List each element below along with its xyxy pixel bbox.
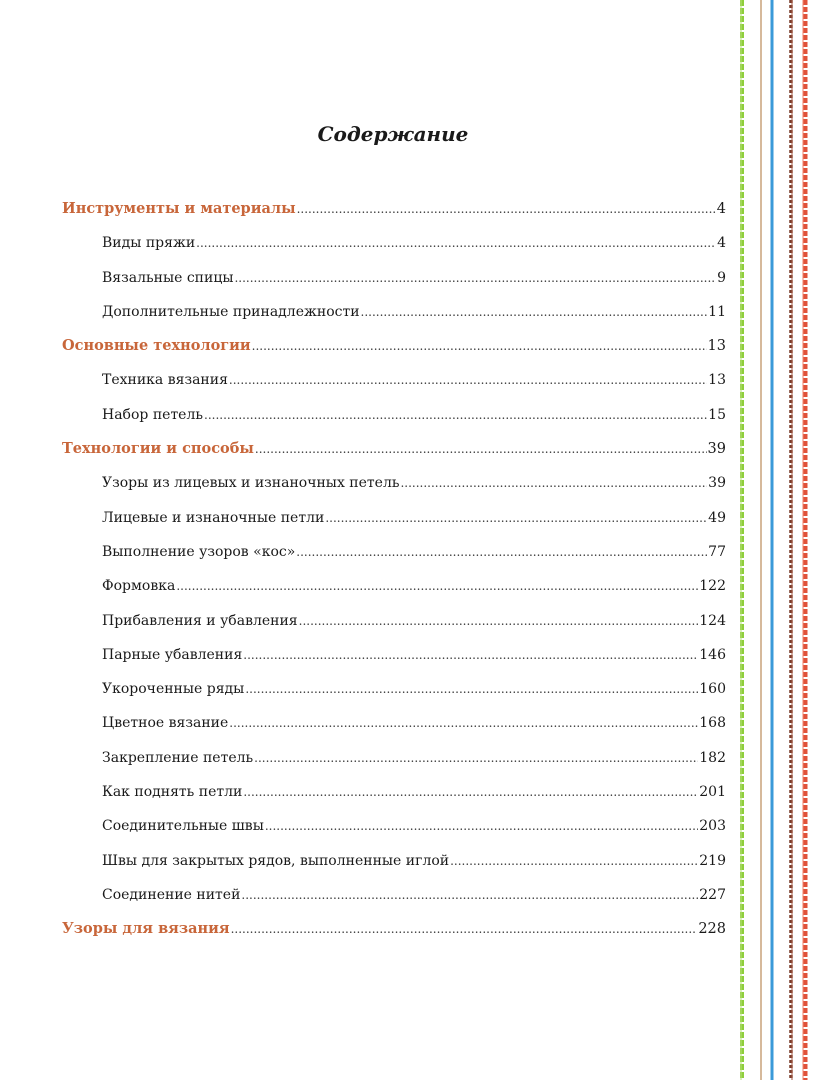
toc-section-entry[interactable] bbox=[62, 329, 726, 363]
toc-leader-dots bbox=[299, 604, 699, 638]
toc-leader-dots bbox=[325, 501, 707, 535]
toc-entry-label: Формовка bbox=[102, 578, 176, 595]
toc-subsection-entry[interactable] bbox=[62, 466, 726, 500]
table-of-contents bbox=[62, 192, 726, 947]
toc-page-number: 49 bbox=[708, 509, 726, 526]
toc-section-entry[interactable] bbox=[62, 192, 726, 226]
toc-subsection-entry[interactable] bbox=[62, 706, 726, 740]
toc-section-entry[interactable] bbox=[62, 912, 726, 946]
toc-leader-dots bbox=[255, 432, 707, 466]
toc-subsection-entry[interactable] bbox=[62, 226, 726, 260]
toc-leader-dots bbox=[196, 226, 716, 260]
toc-leader-dots bbox=[234, 261, 716, 295]
toc-subsection-entry[interactable] bbox=[62, 501, 726, 535]
toc-page-number: 122 bbox=[699, 578, 726, 595]
toc-entry-label: Швы для закрытых рядов, выполненные иглой bbox=[102, 852, 450, 869]
toc-subsection-entry[interactable] bbox=[62, 878, 726, 912]
toc-page-number: 4 bbox=[716, 201, 726, 217]
toc-entry-label: Укороченные ряды bbox=[102, 681, 245, 698]
toc-entry-label: Парные убавления bbox=[102, 646, 243, 663]
toc-page-number: 146 bbox=[699, 646, 726, 663]
toc-entry-label: Вязальные спицы bbox=[102, 269, 234, 286]
toc-entry-label: Соединение нитей bbox=[102, 886, 241, 903]
toc-leader-dots bbox=[243, 638, 698, 672]
page-title: Содержание bbox=[317, 122, 469, 146]
toc-leader-dots bbox=[252, 329, 707, 363]
toc-entry-label: Лицевые и изнаночные петли bbox=[102, 509, 325, 526]
toc-leader-dots bbox=[229, 363, 707, 397]
toc-entry-label: Узоры из лицевых и изнаночных петель bbox=[102, 475, 400, 492]
toc-subsection-entry[interactable] bbox=[62, 295, 726, 329]
toc-subsection-entry[interactable] bbox=[62, 535, 726, 569]
toc-page-number: 15 bbox=[708, 406, 726, 423]
toc-entry-label: Соединительные швы bbox=[102, 818, 264, 835]
toc-page-number: 77 bbox=[708, 543, 726, 560]
toc-page-number: 219 bbox=[699, 852, 726, 869]
toc-subsection-entry[interactable] bbox=[62, 569, 726, 603]
toc-leader-dots bbox=[296, 535, 707, 569]
toc-subsection-entry[interactable] bbox=[62, 363, 726, 397]
toc-entry-label: Виды пряжи bbox=[102, 235, 196, 252]
toc-entry-label: Основные технологии bbox=[62, 337, 251, 355]
yarn-threads-decoration bbox=[736, 0, 824, 1080]
toc-page-number: 9 bbox=[717, 269, 726, 286]
toc-entry-label: Цветное вязание bbox=[102, 715, 229, 732]
toc-leader-dots bbox=[297, 192, 716, 226]
toc-leader-dots bbox=[204, 398, 707, 432]
toc-leader-dots bbox=[241, 878, 698, 912]
toc-page-number: 201 bbox=[699, 784, 726, 801]
toc-subsection-entry[interactable] bbox=[62, 672, 726, 706]
toc-page-number: 182 bbox=[699, 749, 726, 766]
toc-page-number: 4 bbox=[717, 235, 726, 252]
toc-page-number: 228 bbox=[698, 921, 726, 938]
toc-entry-label: Набор петель bbox=[102, 406, 203, 423]
toc-page-number: 39 bbox=[708, 475, 726, 492]
toc-leader-dots bbox=[231, 912, 698, 946]
toc-leader-dots bbox=[265, 809, 698, 843]
toc-subsection-entry[interactable] bbox=[62, 604, 726, 638]
toc-entry-label: Закрепление петель bbox=[102, 749, 254, 766]
toc-subsection-entry[interactable] bbox=[62, 261, 726, 295]
toc-entry-label: Прибавления и убавления bbox=[102, 612, 298, 629]
toc-page-number: 168 bbox=[699, 715, 726, 732]
toc-page-number: 227 bbox=[699, 886, 726, 903]
toc-leader-dots bbox=[361, 295, 708, 329]
toc-page-number: 124 bbox=[699, 612, 726, 629]
toc-leader-dots bbox=[450, 844, 698, 878]
toc-subsection-entry[interactable] bbox=[62, 741, 726, 775]
toc-entry-label: Инструменты и материалы bbox=[62, 200, 296, 217]
toc-page-number: 11 bbox=[708, 303, 726, 320]
toc-page-number: 160 bbox=[699, 681, 726, 698]
toc-leader-dots bbox=[254, 741, 698, 775]
toc-entry-label: Дополнительные принадлежности bbox=[102, 303, 360, 320]
toc-subsection-entry[interactable] bbox=[62, 809, 726, 843]
toc-page-number: 203 bbox=[699, 818, 726, 835]
toc-leader-dots bbox=[400, 466, 707, 500]
toc-subsection-entry[interactable] bbox=[62, 775, 726, 809]
toc-entry-label: Технологии и способы bbox=[62, 440, 254, 458]
toc-leader-dots bbox=[176, 569, 698, 603]
toc-page-number: 13 bbox=[708, 372, 726, 389]
toc-entry-label: Техника вязания bbox=[102, 372, 228, 389]
toc-entry-label: Как поднять петли bbox=[102, 784, 243, 801]
toc-page-number: 13 bbox=[707, 338, 726, 355]
toc-leader-dots bbox=[243, 775, 698, 809]
toc-subsection-entry[interactable] bbox=[62, 638, 726, 672]
toc-leader-dots bbox=[229, 706, 698, 740]
toc-entry-label: Выполнение узоров «кос» bbox=[102, 543, 296, 560]
toc-leader-dots bbox=[245, 672, 698, 706]
toc-page-number: 39 bbox=[707, 441, 726, 458]
toc-subsection-entry[interactable] bbox=[62, 844, 726, 878]
toc-entry-label: Узоры для вязания bbox=[62, 920, 230, 938]
toc-subsection-entry[interactable] bbox=[62, 398, 726, 432]
toc-section-entry[interactable] bbox=[62, 432, 726, 466]
